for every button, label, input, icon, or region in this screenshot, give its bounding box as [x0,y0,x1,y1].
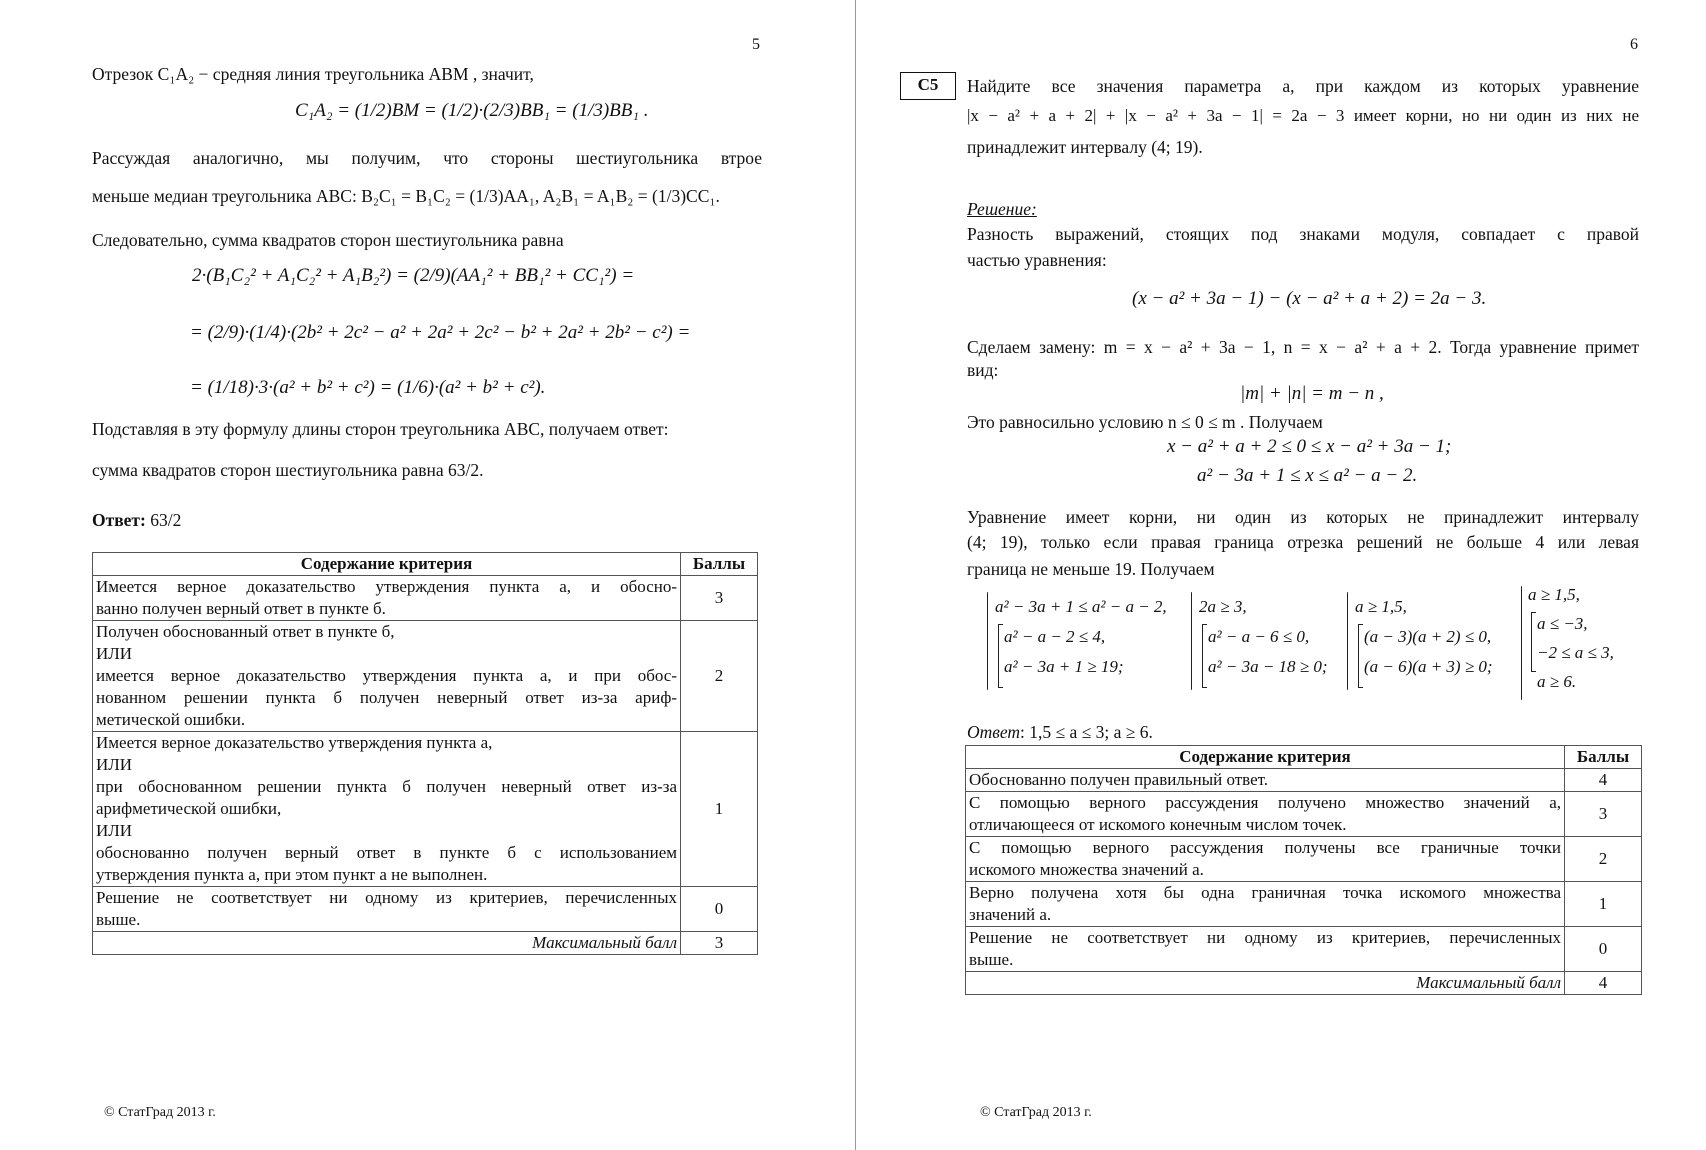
system-3-line: (a − 3)(a + 2) ≤ 0, [1364,627,1492,646]
criteria-text: ванно получен верный ответ в пункте б. [96,599,386,618]
page-number: 6 [1630,36,1638,53]
system-3-line: a ≥ 1,5, [1355,597,1407,616]
system-brace [1191,592,1192,690]
table-row [93,887,758,932]
system-2-line: 2a ≥ 3, [1199,597,1247,616]
criteria-text: Имеется верное доказательство утверждения пункта а, и обосно- [96,577,677,596]
paragraph-substitute-line1: Подставляя в эту формулу длины сторон треугольника ABC, получаем ответ: [92,419,669,439]
answer-label: Ответ [92,510,141,530]
criteria-text: ИЛИ [96,644,133,663]
solution-p4-line3: граница не меньше 19. Получаем [967,559,1215,579]
system-1-line: a² − a − 2 ≤ 4, [1004,627,1106,646]
criteria-text: отличающееся от искомого конечным числом точек. [969,815,1347,834]
score-header: Баллы [681,553,758,576]
answer-value: : 1,5 ≤ a ≤ 3; a ≥ 6. [1020,722,1153,742]
paragraph-midline: Отрезок C₁A₂ − средняя линия треугольника ABM , значит, [92,64,534,84]
criteria-text: ИЛИ [96,821,133,840]
criteria-text: Получен обоснованный ответ в пункте б, [96,622,395,641]
system-4-line: a ≥ 1,5, [1528,585,1580,604]
task-text-line2: |x − a² + a + 2| + |x − a² + 3a − 1| = 2a − 3 имеет корни, но ни один из них не [967,106,1639,125]
table-row [966,927,1642,972]
score-cell: 4 [1565,769,1642,792]
criteria-text: С помощью верного рассуждения получено множество значений a, [969,793,1561,812]
solution-label: Решение: [967,199,1037,219]
max-score-value: 3 [681,932,758,955]
task-text-line3: принадлежит интервалу (4; 19). [967,137,1203,157]
inequality-line1: x − a² + a + 2 ≤ 0 ≤ x − a² + 3a − 1; [1167,436,1452,457]
solution-p4-line2: (4; 19), только если правая граница отрезка решений не больше 4 или левая [967,532,1639,552]
score-cell: 3 [1565,792,1642,837]
criteria-text: выше. [96,910,141,929]
solution-p1-line1: Разность выражений, стоящих под знаками модуля, совпадает с правой [967,224,1639,244]
criteria-table [92,552,758,955]
criteria-text: С помощью верного рассуждения получены все граничные точки [969,838,1561,857]
system-3-line: (a − 6)(a + 3) ≥ 0; [1364,657,1493,676]
system-4-line: −2 ≤ a ≤ 3, [1537,643,1614,662]
criteria-text: ИЛИ [96,755,133,774]
criteria-text: значений a. [969,905,1052,924]
equation-midline: C₁A₂ = (1/2)BM = (1/2)·(2/3)BB₁ = (1/3)BB₁ . [295,100,649,121]
paragraph-substitute-line2: сумма квадратов сторон шестиугольника равна 63/2. [92,460,484,480]
equation-sum-line2: = (2/9)·(1/4)·(2b² + 2c² − a² + 2a² + 2c² − b² + 2a² + 2b² − c²) = [190,322,691,343]
table-row-max [966,972,1642,995]
system-1-line: a² − 3a + 1 ≤ a² − a − 2, [995,597,1167,616]
solution-p4-line1: Уравнение имеет корни, ни один из которых не принадлежит интервалу [967,507,1639,527]
criteria-text: арифметической ошибки, [96,799,282,818]
score-header: Баллы [1565,746,1642,769]
task-text-line1: Найдите все значения параметра a, при каждом из которых уравнение [967,76,1639,96]
system-brace [1521,586,1522,700]
criteria-text: имеется верное доказательство утверждения пункта а, и при обос- [96,666,677,685]
criteria-table [965,745,1642,995]
criteria-header: Содержание критерия [966,746,1565,769]
system-4-line: a ≤ −3, [1537,614,1588,633]
table-row [93,732,758,887]
table-row [93,576,758,621]
criteria-text: Обоснованно получен правильный ответ. [969,770,1269,789]
system-2-line: a² − a − 6 ≤ 0, [1208,627,1310,646]
system-4 [1528,580,1614,696]
table-row [966,882,1642,927]
solution-p3: Это равносильно условию n ≤ 0 ≤ m . Получаем [967,412,1323,432]
equation-difference: (x − a² + 3a − 1) − (x − a² + a + 2) = 2a − 3. [1132,288,1487,309]
system-brace [987,592,988,690]
page-divider [855,0,856,1150]
system-1-line: a² − 3a + 1 ≥ 19; [1004,657,1124,676]
criteria-text: нованном решении пункта б получен неверный ответ из-за ариф- [96,688,677,707]
score-cell: 0 [681,887,758,932]
score-cell: 2 [1565,837,1642,882]
criteria-text: обоснованно получен верный ответ в пункте б с использованием [96,843,677,862]
system-brace [1347,592,1348,690]
equation-sum-line1: 2·(B₁C₂² + A₁C₂² + A₁B₂²) = (2/9)(AA₁² + BB₁² + CC₁²) = [192,265,635,286]
footer-copyright: © СтатГрад 2013 г. [980,1105,1092,1120]
system-1 [995,592,1167,682]
answer-value: 63/2 [150,510,182,530]
paragraph-analogy-line2: меньше медиан треугольника ABC: B₂C₁ = B₁C₂ = (1/3)AA₁, A₂B₁ = A₁B₂ = (1/3)CC₁. [92,186,720,206]
table-row [966,837,1642,882]
solution-p1-line2: частью уравнения: [967,250,1107,270]
criteria-text: выше. [969,950,1014,969]
criteria-text: Решение не соответствует ни одному из критериев, перечисленных [969,928,1561,947]
criteria-text: искомого множества значений a. [969,860,1204,879]
solution-p2-line2: вид: [967,360,999,380]
system-4-line: a ≥ 6. [1537,672,1577,691]
score-cell: 3 [681,576,758,621]
max-score-value: 4 [1565,972,1642,995]
system-3 [1355,592,1493,682]
system-2 [1199,592,1328,682]
footer-copyright: © СтатГрад 2013 г. [104,1105,216,1120]
system-2-line: a² − 3a − 18 ≥ 0; [1208,657,1328,676]
score-cell: 1 [681,732,758,887]
criteria-header: Содержание критерия [93,553,681,576]
paragraph-analogy-line1: Рассуждая аналогично, мы получим, что стороны шестиугольника втрое [92,148,762,168]
table-row-max [93,932,758,955]
answer-block [967,720,1153,745]
paragraph-sum: Следовательно, сумма квадратов сторон шестиугольника равна [92,230,564,250]
score-cell: 2 [681,621,758,732]
answer-label: Ответ [967,722,1021,742]
criteria-text: при обоснованном решении пункта б получен неверный ответ из-за [96,777,677,796]
task-label-box: C5 [900,72,956,100]
equation-sum-line3: = (1/18)·3·(a² + b² + c²) = (1/6)·(a² + b² + c²). [190,377,546,398]
solution-p2-line1: Сделаем замену: m = x − a² + 3a − 1, n = x − a² + a + 2. Тогда уравнение примет [967,337,1639,357]
right-page [857,0,1706,1150]
table-row [966,769,1642,792]
inequality-line2: a² − 3a + 1 ≤ x ≤ a² − a − 2. [1197,465,1418,486]
table-row [966,792,1642,837]
table-row [93,621,758,732]
criteria-text: Верно получена хотя бы одна граничная точка искомого множества [969,883,1561,902]
score-cell: 1 [1565,882,1642,927]
max-score-label: Максимальный балл [93,932,681,955]
criteria-text: утверждения пункта а, при этом пункт а не выполнен. [96,865,488,884]
criteria-text: Имеется верное доказательство утверждения пункта а, [96,733,493,752]
criteria-text: Решение не соответствует ни одному из критериев, перечисленных [96,888,677,907]
answer-block: Ответ: 63/2 [92,510,182,530]
criteria-text: метической ошибки. [96,710,246,729]
page-number: 5 [752,36,760,53]
score-cell: 0 [1565,927,1642,972]
max-score-label: Максимальный балл [966,972,1565,995]
equation-mn: |m| + |n| = m − n , [1240,383,1384,404]
